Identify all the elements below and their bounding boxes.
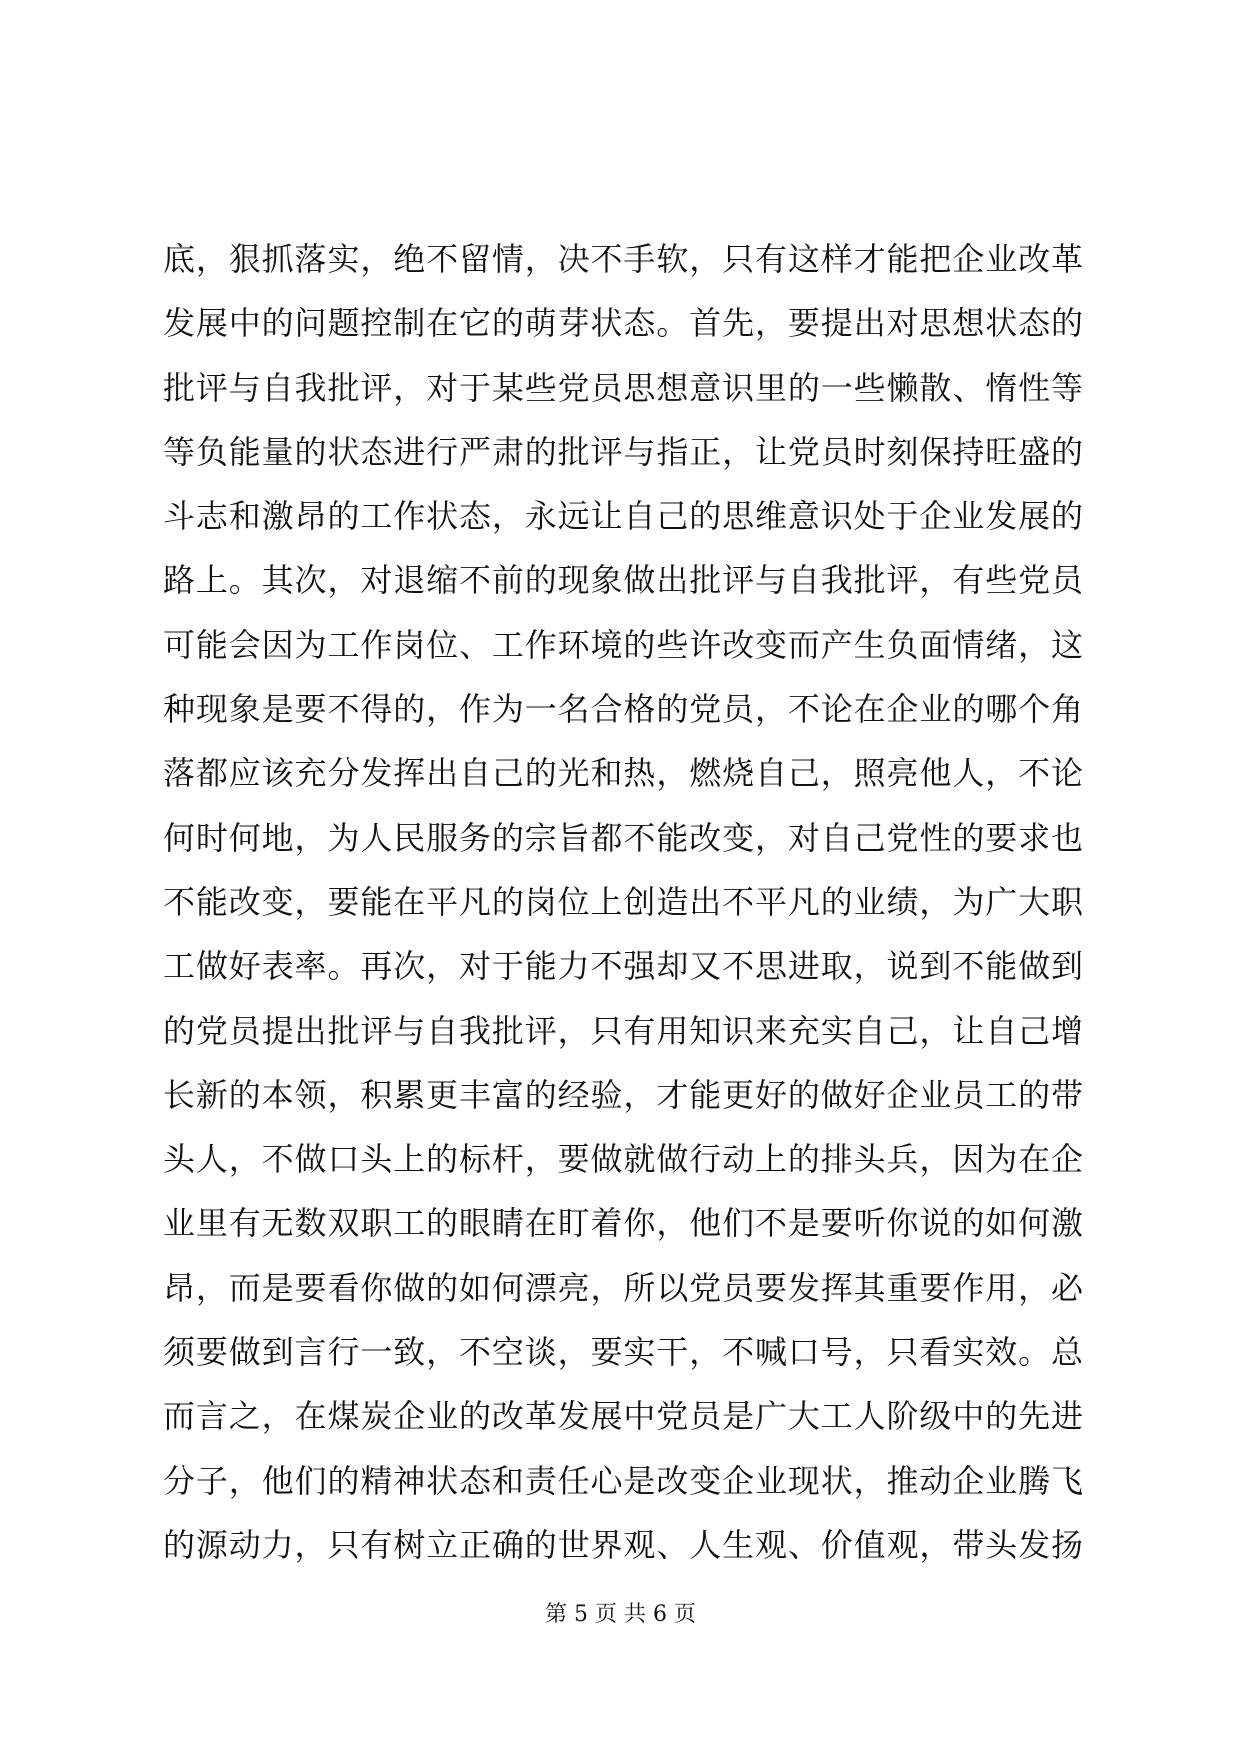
text-line: 发展中的问题控制在它的萌芽状态。首先，要提出对思想状态的: [163, 304, 1083, 343]
text-line: 批评与自我批评，对于某些党员思想意识里的一些懒散、惰性等: [163, 368, 1083, 407]
body-text: [163, 227, 1083, 1577]
text-line: 可能会因为工作岗位、工作环境的些许改变而产生负面情绪，这: [163, 625, 1083, 664]
text-line: 而言之，在煤炭企业的改革发展中党员是广大工人阶级中的先进: [163, 1397, 1083, 1436]
text-line: 的党员提出批评与自我批评，只有用知识来充实自己，让自己增: [163, 1011, 1083, 1050]
text-line: 路上。其次，对退缩不前的现象做出批评与自我批评，有些党员: [163, 561, 1083, 600]
text-line: 的源动力，只有树立正确的世界观、人生观、价值观，带头发扬: [163, 1525, 1083, 1564]
text-line: 业里有无数双职工的眼睛在盯着你，他们不是要听你说的如何激: [163, 1204, 1083, 1243]
text-line: 等负能量的状态进行严肃的批评与指正，让党员时刻保持旺盛的: [163, 432, 1083, 471]
text-line: 底，狠抓落实，绝不留情，决不手软，只有这样才能把企业改革: [163, 240, 1083, 278]
text-line: 工做好表率。再次，对于能力不强却又不思进取，说到不能做到: [163, 947, 1083, 986]
text-line: 斗志和激昂的工作状态，永远让自己的思维意识处于企业发展的: [163, 497, 1083, 536]
text-line: 须要做到言行一致，不空谈，要实干，不喊口号，只看实效。总: [163, 1333, 1083, 1372]
text-line: 昂，而是要看你做的如何漂亮，所以党员要发挥其重要作用，必: [163, 1268, 1083, 1307]
text-line: 落都应该充分发挥出自己的光和热，燃烧自己，照亮他人，不论: [163, 754, 1083, 793]
text-line: 不能改变，要能在平凡的岗位上创造出不平凡的业绩，为广大职: [163, 882, 1083, 921]
text-line: 头人，不做口头上的标杆，要做就做行动上的排头兵，因为在企: [163, 1140, 1083, 1179]
text-line: 种现象是要不得的，作为一名合格的党员，不论在企业的哪个角: [163, 690, 1083, 729]
text-line: 长新的本领，积累更丰富的经验，才能更好的做好企业员工的带: [163, 1075, 1083, 1114]
text-line: 何时何地，为人民服务的宗旨都不能改变，对自己党性的要求也: [163, 818, 1083, 857]
text-line: 分子，他们的精神状态和责任心是改变企业现状，推动企业腾飞: [163, 1461, 1083, 1500]
page-footer: 第 5 页 共 6 页: [545, 1602, 696, 1627]
